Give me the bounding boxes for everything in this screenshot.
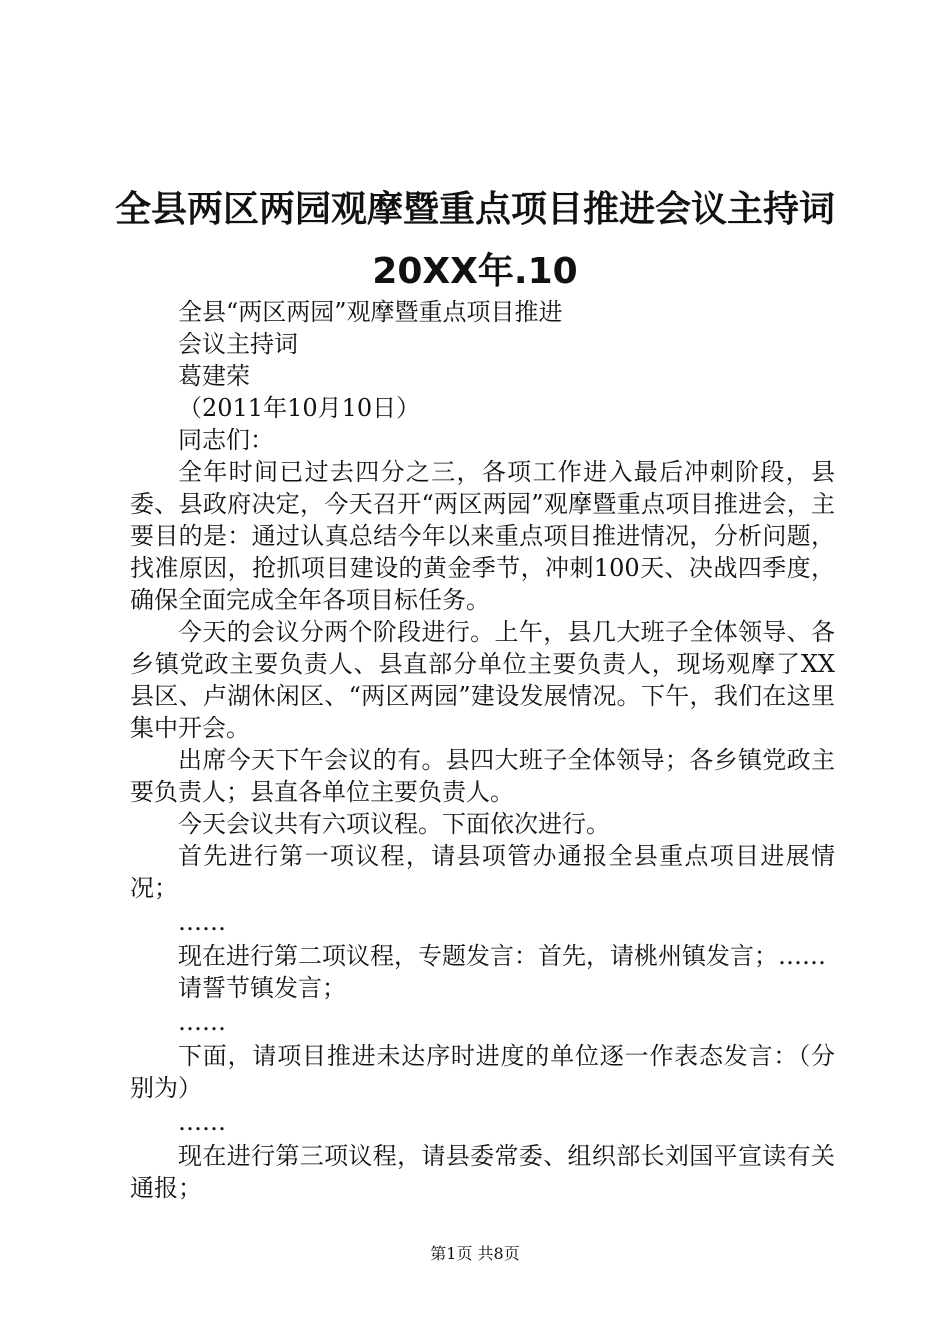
- ellipsis-line: ……: [178, 1008, 226, 1036]
- document-body: [130, 296, 835, 1204]
- ellipsis-line: ……: [178, 1108, 226, 1136]
- paragraph: 首先进行第一项议程，请县项管办通报全县重点项目进展情况；: [130, 842, 835, 902]
- document-title: 全县两区两园观摩暨重点项目推进会议主持词: [114, 189, 835, 230]
- paragraph: 出席今天下午会议的有。县四大班子全体领导；各乡镇党政主要负责人；县直各单位主要负责人。: [130, 746, 835, 806]
- paragraph: 现在进行第三项议程，请县委常委、组织部长刘国平宣读有关通报；: [130, 1142, 835, 1202]
- paragraph: 会议主持词: [178, 330, 298, 358]
- paragraph: 现在进行第二项议程，专题发言：首先，请桃州镇发言；……: [178, 942, 826, 970]
- page-footer: 第1页 共8页: [430, 1244, 520, 1263]
- paragraph: 今天会议共有六项议程。下面依次进行。: [178, 810, 610, 838]
- ellipsis-line: ……: [178, 908, 226, 936]
- paragraph: 请誓节镇发言；: [178, 974, 346, 1002]
- paragraph: 全县“两区两园”观摩暨重点项目推进: [178, 298, 563, 326]
- salutation: 同志们：: [178, 426, 274, 454]
- paragraph: 下面，请项目推进未达序时进度的单位逐一作表态发言：（分别为）: [130, 1042, 835, 1102]
- author-name: 葛建荣: [178, 362, 250, 390]
- document-title-line2: 20XX年.10: [372, 251, 578, 292]
- paragraph: 今天的会议分两个阶段进行。上午，县几大班子全体领导、各乡镇党政主要负责人、县直部分单位主要负责人，现场观摩了XX县区、卢湖休闲区、“两区两园”建设发展情况。下午，我们在这里集中开会。: [130, 618, 835, 742]
- paragraph: 全年时间已过去四分之三，各项工作进入最后冲刺阶段，县委、县政府决定，今天召开“两区两园”观摩暨重点项目推进会，主要目的是：通过认真总结今年以来重点项目推进情况，分析问题，找准原因，抢抓项目建设的黄金季节，冲刺100天、决战四季度，确保全面完成全年各项目标任务。: [130, 458, 835, 614]
- document-date: （2011年10月10日）: [178, 394, 421, 422]
